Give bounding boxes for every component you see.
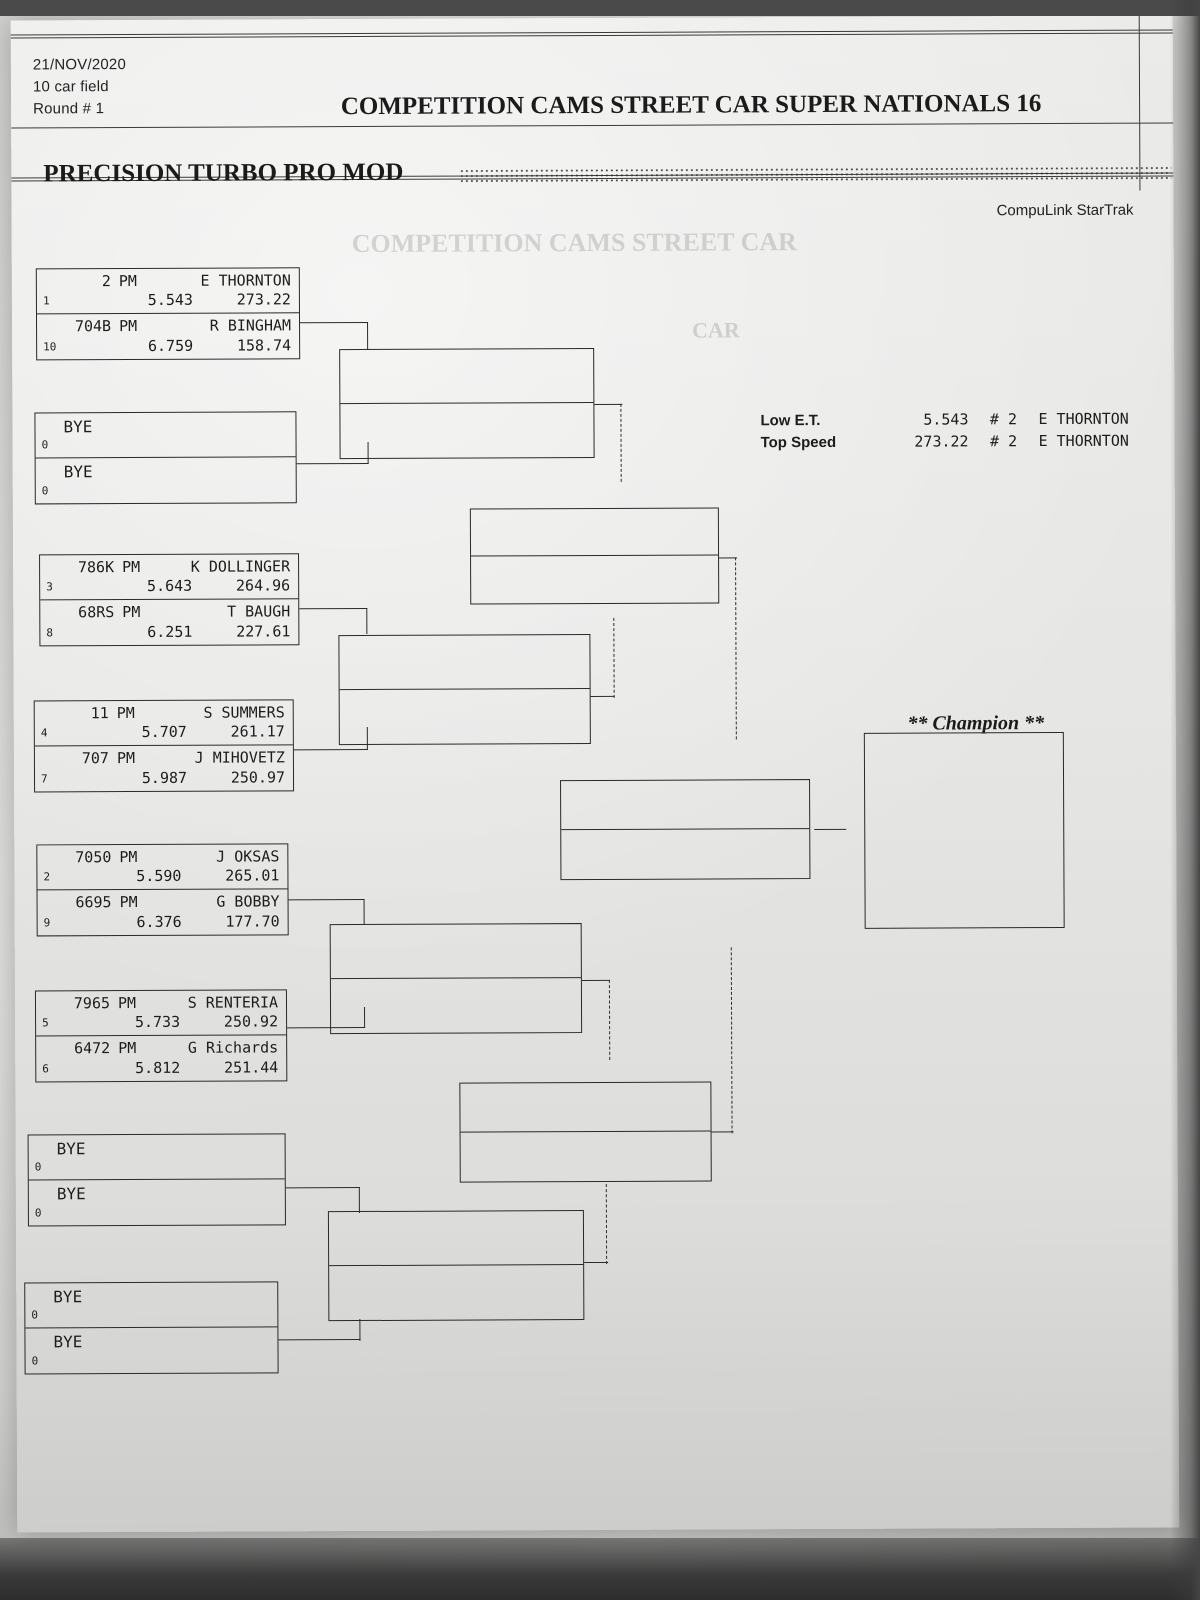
entry-slot[interactable] [29, 1134, 285, 1180]
connector [278, 1339, 360, 1340]
matchup-5[interactable] [36, 843, 288, 936]
seed-number: 9 [43, 915, 51, 929]
car-number: 68RS [78, 603, 115, 622]
connector [364, 899, 365, 925]
low-et-driver: E THORNTON [1038, 409, 1129, 429]
desk-edge-right [1170, 0, 1200, 1600]
champion-label: ** Champion ** [907, 712, 1045, 735]
top-speed-value: 273.22 [914, 432, 969, 451]
top-speed-driver: E THORNTON [1038, 431, 1129, 451]
entry-slot[interactable] [35, 745, 293, 791]
connector [297, 463, 369, 464]
elapsed-time: 5.590 [136, 866, 182, 886]
entry-slot[interactable] [35, 412, 295, 458]
connector [591, 696, 615, 697]
round2-slot[interactable] [329, 1211, 583, 1266]
timing-system-label: CompuLink StarTrak [996, 201, 1134, 220]
seed-number: 1 [42, 293, 50, 307]
connector [594, 404, 622, 405]
round2-slot[interactable] [340, 403, 593, 458]
class-code: PM [118, 1039, 137, 1058]
entry-slot[interactable] [25, 1327, 277, 1373]
round2-slot[interactable] [340, 689, 590, 744]
ghost-text-2: CAR [692, 317, 740, 343]
connector [300, 322, 368, 323]
connector [582, 980, 610, 981]
matchup-7[interactable] [28, 1133, 286, 1226]
seed-number: 8 [46, 625, 54, 639]
driver-name: J OKSAS [216, 847, 280, 866]
speed-mph: 261.17 [230, 722, 285, 741]
top-speed-label: Top Speed [760, 433, 837, 451]
round2-slot[interactable] [331, 924, 581, 979]
ladder-sheet [11, 15, 1180, 1532]
car-number: 2 [101, 272, 111, 291]
seed-number: 10 [43, 339, 57, 353]
speed-mph: 273.22 [236, 290, 291, 309]
entry-slot[interactable] [40, 554, 298, 600]
seed-number: 4 [40, 725, 48, 739]
car-number: 704B [74, 317, 112, 336]
low-et-row [760, 408, 1128, 432]
class-code: PM [118, 271, 137, 291]
elapsed-time: 5.987 [141, 768, 188, 787]
top-speed-row [761, 430, 1129, 454]
connector-dashed [735, 557, 737, 739]
connector [366, 608, 367, 634]
class-code: PM [119, 892, 138, 912]
class-code: PM [116, 749, 136, 768]
matchup-1[interactable] [36, 267, 300, 360]
car-number: 7965 [73, 994, 111, 1013]
entry-slot[interactable] [35, 700, 293, 746]
final-slot[interactable] [561, 829, 809, 879]
car-number: 7050 [75, 848, 112, 867]
connector-dashed [609, 980, 610, 1060]
speed-mph: 264.96 [235, 576, 291, 595]
stats-block [760, 408, 1129, 454]
speed-mph: 251.44 [224, 1058, 279, 1077]
entry-slot[interactable] [37, 268, 299, 314]
bye-label: BYE [63, 462, 93, 482]
desk-edge-bottom [0, 1538, 1200, 1600]
speed-mph: 265.01 [225, 866, 280, 885]
seed-number: 0 [31, 1353, 39, 1367]
driver-name: S SUMMERS [203, 703, 285, 722]
event-title: COMPETITION CAMS STREET CAR SUPER NATIONALS 16 [340, 90, 1042, 121]
connector [294, 749, 368, 750]
entry-slot[interactable] [36, 990, 286, 1036]
connector [359, 1319, 360, 1341]
speed-mph: 227.61 [236, 622, 291, 641]
seed-number: 2 [43, 869, 51, 883]
entry-slot[interactable] [29, 1179, 285, 1225]
round2-slot[interactable] [340, 349, 593, 404]
driver-name: T BAUGH [227, 602, 291, 621]
driver-name: G Richards [187, 1038, 279, 1057]
desk-edge-top [0, 0, 1200, 16]
seed-number: 7 [40, 771, 48, 785]
low-et-entry: # 2 [989, 410, 1018, 429]
seed-number: 0 [34, 1159, 42, 1173]
elapsed-time: 5.733 [134, 1012, 181, 1032]
seed-number: 6 [42, 1061, 49, 1075]
connector-dashed [731, 947, 733, 1133]
final-box[interactable] [560, 779, 810, 880]
ghost-text-1: COMPETITION CAMS STREET CAR [351, 227, 797, 259]
round2-slot[interactable] [339, 635, 589, 690]
bye-label: BYE [63, 417, 93, 437]
final-slot[interactable] [561, 780, 809, 830]
connector-dashed [606, 1184, 607, 1264]
class-title: PRECISION TURBO PRO MOD [43, 158, 404, 188]
driver-name: G BOBBY [216, 892, 280, 911]
matchup-6[interactable] [35, 989, 287, 1082]
connector [289, 899, 365, 900]
seed-number: 0 [31, 1307, 39, 1321]
seed-number: 0 [34, 1205, 42, 1219]
seed-number: 5 [42, 1015, 49, 1029]
header-rule-right [1139, 16, 1141, 191]
round3-box-2[interactable] [459, 1081, 711, 1182]
bye-label: BYE [53, 1287, 83, 1307]
dotted-rule [459, 165, 1171, 182]
class-code: PM [116, 704, 135, 723]
field-size: 10 car field [32, 78, 109, 96]
round3-slot[interactable] [461, 1131, 711, 1181]
entry-slot[interactable] [37, 844, 287, 890]
connector [299, 608, 367, 609]
speed-mph: 177.70 [225, 912, 280, 931]
driver-name: S RENTERIA [187, 993, 279, 1012]
connector [367, 322, 368, 350]
round3-slot[interactable] [471, 508, 718, 556]
car-number: 707 [81, 749, 109, 768]
entry-slot[interactable] [38, 889, 288, 935]
connector [712, 1131, 734, 1132]
connector [359, 1187, 360, 1213]
matchup-3[interactable] [39, 553, 299, 646]
elapsed-time: 6.251 [147, 622, 193, 641]
driver-name: J MIHOVETZ [194, 748, 285, 767]
seed-number: 3 [46, 579, 53, 593]
bye-label: BYE [56, 1184, 86, 1204]
driver-name: R BINGHAM [209, 316, 292, 335]
entry-slot[interactable] [37, 313, 299, 359]
elapsed-time: 5.812 [135, 1058, 181, 1078]
round2-box-2[interactable] [338, 634, 590, 745]
event-date: 21/NOV/2020 [32, 56, 127, 74]
class-code: PM [122, 557, 141, 577]
matchup-2[interactable] [34, 411, 296, 504]
entry-slot[interactable] [36, 1035, 286, 1081]
round2-box-1[interactable] [339, 348, 594, 459]
elapsed-time: 5.543 [147, 290, 193, 309]
car-number: 11 [90, 704, 109, 723]
driver-name: K DOLLINGER [190, 557, 291, 576]
class-code: PM [119, 316, 138, 336]
round2-slot[interactable] [331, 978, 581, 1033]
elapsed-time: 6.376 [136, 912, 182, 932]
bye-label: BYE [56, 1139, 86, 1159]
matchup-8[interactable] [24, 1281, 278, 1374]
matchup-4[interactable] [34, 699, 294, 792]
entry-slot[interactable] [40, 599, 298, 645]
car-number: 786K [77, 558, 115, 577]
elapsed-time: 6.759 [147, 336, 194, 355]
connector-dashed [613, 618, 614, 698]
header-rule-mid [11, 122, 1173, 128]
speed-mph: 250.92 [223, 1012, 279, 1031]
round2-box-3[interactable] [330, 923, 582, 1034]
seed-number: 0 [41, 483, 49, 497]
round2-box-4[interactable] [328, 1210, 584, 1321]
entry-slot[interactable] [36, 457, 296, 503]
connector [814, 829, 846, 830]
speed-mph: 158.74 [236, 336, 292, 355]
class-code: PM [117, 994, 137, 1013]
round2-slot[interactable] [329, 1265, 583, 1320]
connector [584, 1262, 608, 1263]
seed-number: 0 [41, 437, 49, 451]
round3-slot[interactable] [460, 1082, 710, 1132]
round3-slot[interactable] [471, 555, 718, 603]
elapsed-time: 5.707 [141, 722, 187, 741]
speed-mph: 250.97 [230, 768, 286, 787]
entry-slot[interactable] [25, 1282, 277, 1328]
car-number: 6695 [75, 893, 112, 912]
connector [286, 1187, 360, 1188]
round-number: Round # 1 [33, 100, 105, 118]
driver-name: E THORNTON [200, 271, 291, 290]
connector-dashed [620, 404, 621, 482]
bye-label: BYE [53, 1332, 83, 1352]
low-et-label: Low E.T. [760, 411, 821, 429]
class-code: PM [122, 602, 141, 622]
champion-box[interactable] [864, 732, 1065, 929]
class-code: PM [119, 847, 138, 867]
elapsed-time: 5.643 [146, 576, 193, 595]
top-speed-entry: # 2 [989, 432, 1018, 451]
round3-box-1[interactable] [470, 507, 719, 604]
car-number: 6472 [74, 1039, 111, 1058]
low-et-value: 5.543 [923, 410, 969, 429]
